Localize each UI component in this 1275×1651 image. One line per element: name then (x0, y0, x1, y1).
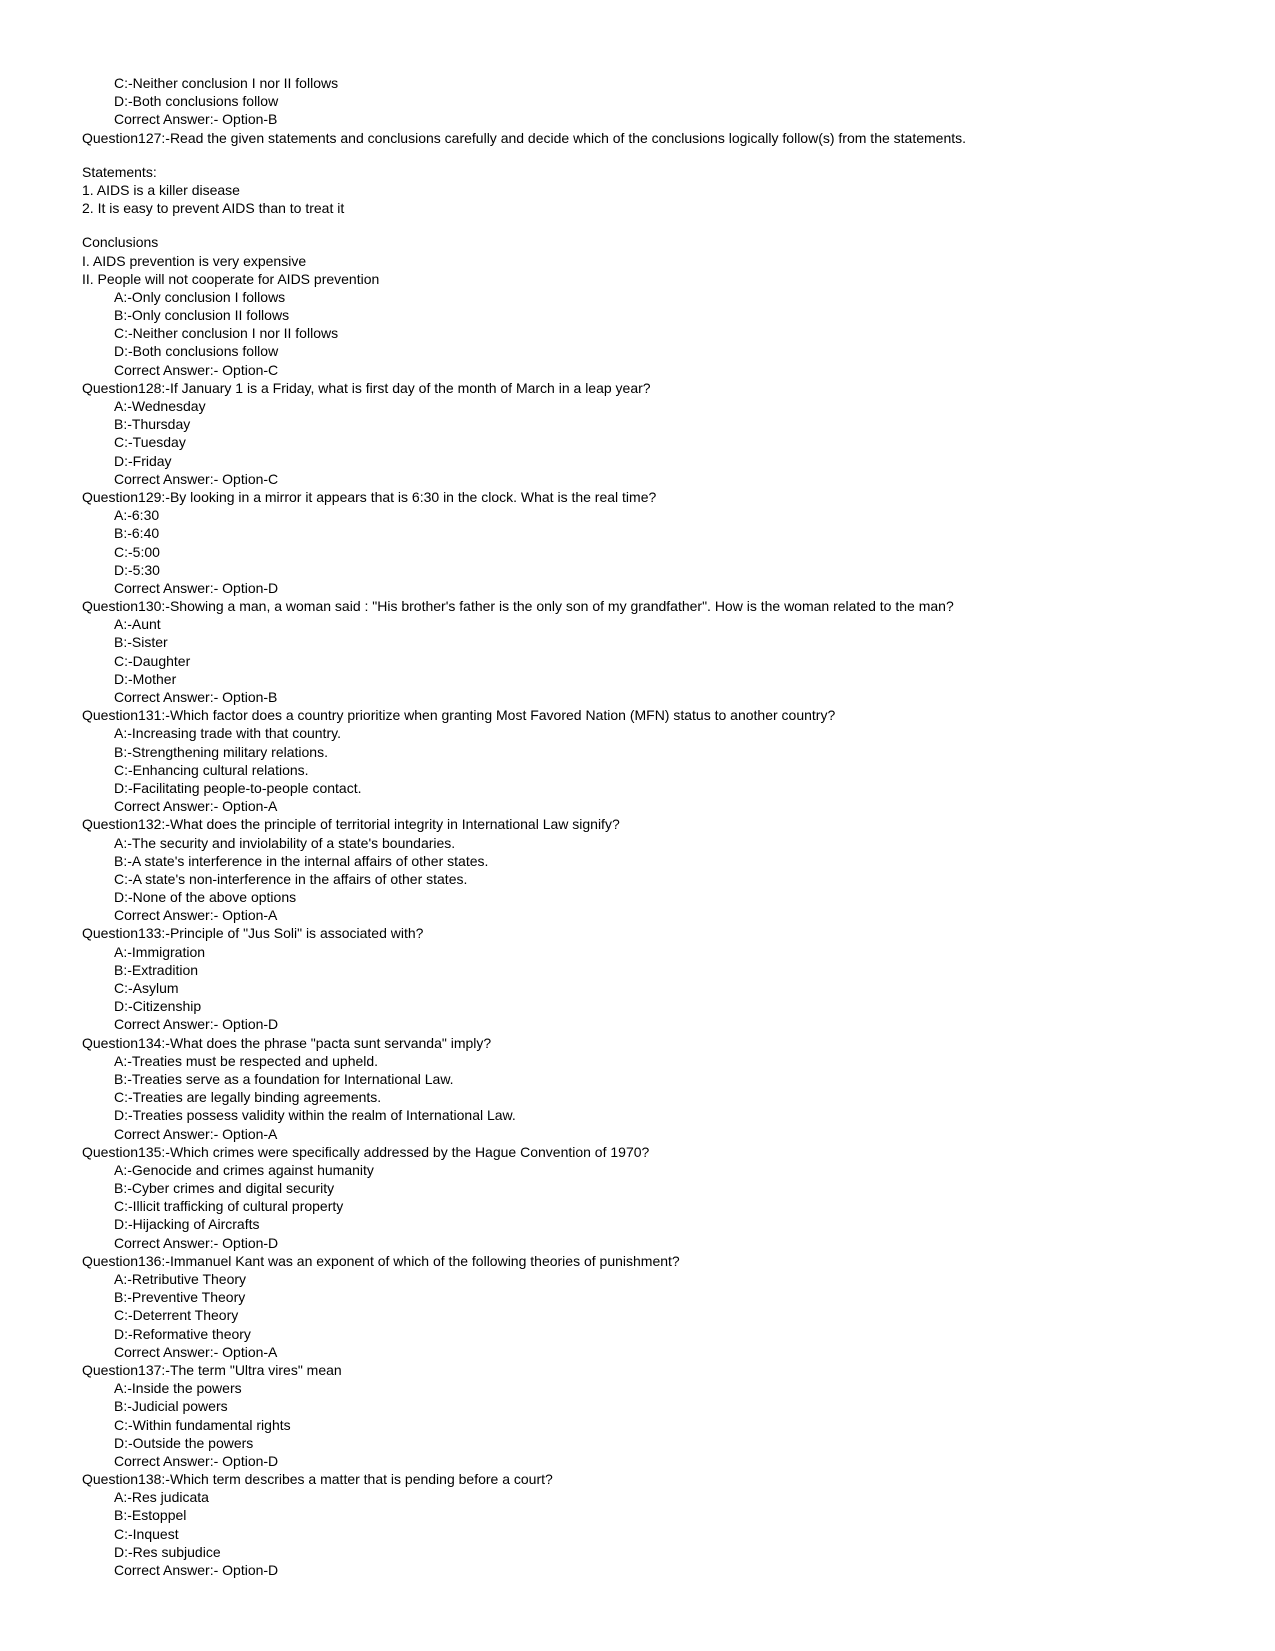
option-d: D:-Treaties possess validity within the realm of International Law. (114, 1107, 516, 1124)
question-128 (82, 379, 1232, 488)
option-d: D:-Outside the powers (114, 1434, 254, 1451)
option-d: D:-5:30 (114, 561, 160, 578)
option-a: A:-Only conclusion I follows (114, 288, 286, 305)
conclusion-1: I. AIDS prevention is very expensive (82, 252, 307, 269)
option-d: D:-Mother (114, 670, 177, 687)
correct-answer: Correct Answer:- Option-A (114, 907, 278, 924)
correct-answer: Correct Answer:- Option-C (114, 361, 279, 378)
option-a: A:-Wednesday (114, 398, 206, 414)
option-a: A:-The security and inviolability of a state's boundaries. (114, 834, 456, 851)
question-text: Question127:-Read the given statements and conclusions carefully and decide which of the conclusions logically follow(s) from the statements. (82, 129, 967, 146)
question-135 (82, 1143, 1232, 1252)
option-c: C:-Neither conclusion I nor II follows (114, 75, 339, 91)
question-text: Question136:-Immanuel Kant was an exponent of which of the following theories of punishment? (82, 1252, 680, 1269)
option-d: D:-Citizenship (114, 998, 202, 1015)
question-text: Question135:-Which crimes were specifically addressed by the Hague Convention of 1970? (82, 1143, 650, 1160)
question-137 (82, 1361, 1232, 1470)
option-c: C:-Neither conclusion I nor II follows (114, 325, 339, 342)
option-a: A:-Increasing trade with that country. (114, 725, 341, 742)
question-text: Question130:-Showing a man, a woman said : "His brother's father is the only son of my grandfather". How is the woman related to the man? (82, 598, 954, 615)
option-b: B:-Cyber crimes and digital security (114, 1180, 335, 1197)
option-d: D:-Both conclusions follow (114, 93, 279, 110)
option-a: A:-Aunt (114, 616, 161, 633)
option-c: C:-Daughter (114, 652, 191, 669)
question-127 (82, 129, 1232, 379)
correct-answer: Correct Answer:- Option-D (114, 579, 279, 596)
option-c: C:-Tuesday (114, 434, 186, 451)
option-c: C:-5:00 (114, 543, 160, 560)
question-136 (82, 1252, 1232, 1361)
correct-answer: Correct Answer:- Option-A (114, 1125, 278, 1142)
option-a: A:-Treaties must be respected and upheld. (114, 1052, 379, 1069)
statements-heading: Statements: (82, 163, 157, 180)
question-text: Question133:-Principle of "Jus Soli" is associated with? (82, 925, 424, 942)
question-130 (82, 597, 1232, 706)
option-b: B:-6:40 (114, 525, 160, 542)
option-c: C:-Deterrent Theory (114, 1307, 239, 1324)
option-c: C:-Illicit trafficking of cultural property (114, 1198, 344, 1215)
question-text: Question129:-By looking in a mirror it appears that is 6:30 in the clock. What is the real time? (82, 488, 657, 505)
question-129 (82, 488, 1232, 597)
statement-1: 1. AIDS is a killer disease (82, 181, 240, 198)
option-a: A:-Immigration (114, 943, 206, 960)
option-d: D:-Res subjudice (114, 1543, 221, 1560)
question-text: Question137:-The term "Ultra vires" mean (82, 1361, 342, 1378)
option-b: B:-Extradition (114, 961, 199, 978)
question-text: Question131:-Which factor does a country prioritize when granting Most Favored Nation (MFN) status to another country? (82, 707, 836, 724)
option-d: D:-Friday (114, 452, 172, 469)
option-d: D:-None of the above options (114, 889, 297, 906)
correct-answer: Correct Answer:- Option-D (114, 1562, 279, 1578)
option-c: C:-Treaties are legally binding agreements. (114, 1089, 382, 1106)
option-a: A:-Inside the powers (114, 1380, 242, 1397)
option-a: A:-Retributive Theory (114, 1271, 247, 1287)
option-b: B:-Judicial powers (114, 1398, 228, 1415)
question-text: Question128:-If January 1 is a Friday, what is first day of the month of March in a leap year? (82, 379, 651, 396)
option-a: A:-Res judicata (114, 1489, 209, 1506)
option-c: C:-Enhancing cultural relations. (114, 761, 309, 778)
option-c: C:-Asylum (114, 980, 179, 996)
correct-answer: Correct Answer:- Option-A (114, 798, 278, 815)
option-b: B:-A state's interference in the internal affairs of other states. (114, 852, 489, 869)
question-text: Question138:-Which term describes a matter that is pending before a court? (82, 1471, 553, 1488)
carryover-block (82, 74, 1232, 129)
option-d: D:-Facilitating people-to-people contact. (114, 779, 362, 796)
question-131 (82, 706, 1232, 815)
question-text: Question132:-What does the principle of territorial integrity in International Law signify? (82, 816, 620, 833)
option-b: B:-Strengthening military relations. (114, 743, 328, 760)
correct-answer: Correct Answer:- Option-D (114, 1016, 279, 1033)
option-d: D:-Reformative theory (114, 1325, 251, 1342)
correct-answer: Correct Answer:- Option-C (114, 470, 279, 487)
question-133 (82, 924, 1232, 1033)
option-c: C:-A state's non-interference in the affairs of other states. (114, 870, 468, 887)
correct-answer: Correct Answer:- Option-D (114, 1452, 279, 1469)
question-138 (82, 1470, 1232, 1579)
question-text: Question134:-What does the phrase "pacta sunt servanda" imply? (82, 1034, 492, 1051)
option-c: C:-Within fundamental rights (114, 1416, 291, 1433)
option-d: D:-Hijacking of Aircrafts (114, 1216, 260, 1233)
spacer (82, 217, 1232, 233)
document-page (82, 74, 1232, 1579)
option-d: D:-Both conclusions follow (114, 343, 279, 360)
option-a: A:-Genocide and crimes against humanity (114, 1161, 374, 1178)
conclusion-2: II. People will not cooperate for AIDS prevention (82, 270, 380, 287)
option-a: A:-6:30 (114, 507, 160, 524)
question-134 (82, 1034, 1232, 1143)
spacer (82, 147, 1232, 163)
option-b: B:-Estoppel (114, 1507, 187, 1524)
statement-2: 2. It is easy to prevent AIDS than to treat it (82, 200, 345, 217)
conclusions-heading: Conclusions (82, 234, 159, 251)
option-c: C:-Inquest (114, 1525, 179, 1542)
correct-answer: Correct Answer:- Option-B (114, 689, 278, 705)
option-b: B:-Thursday (114, 416, 191, 433)
correct-answer: Correct Answer:- Option-D (114, 1234, 279, 1251)
option-b: B:-Only conclusion II follows (114, 307, 290, 324)
option-b: B:-Preventive Theory (114, 1289, 246, 1306)
question-132 (82, 815, 1232, 924)
correct-answer: Correct Answer:- Option-B (114, 111, 278, 128)
correct-answer: Correct Answer:- Option-A (114, 1343, 278, 1360)
option-b: B:-Treaties serve as a foundation for International Law. (114, 1070, 454, 1087)
option-b: B:-Sister (114, 634, 168, 651)
